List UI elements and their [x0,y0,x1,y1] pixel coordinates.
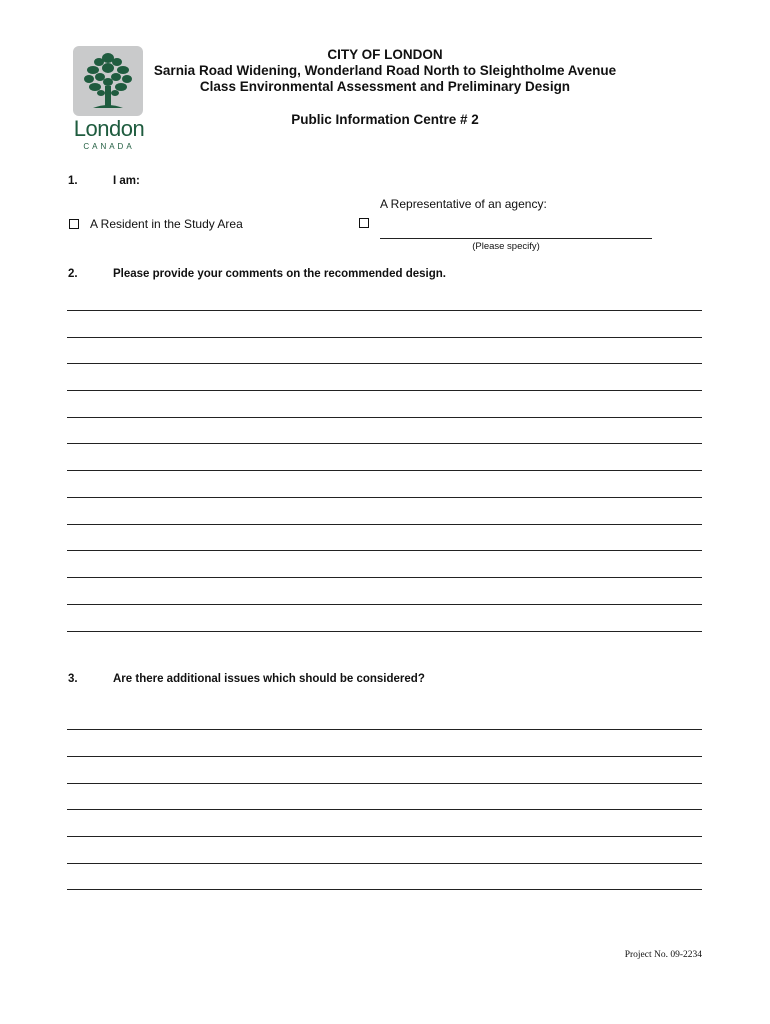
tree-icon [73,46,143,116]
agency-option-label: A Representative of an agency: [380,197,547,211]
q2-answer-line[interactable] [67,363,702,364]
project-title: Sarnia Road Widening, Wonderland Road North to Sleightholme Avenue [153,63,617,78]
q3-text: Are there additional issues which should be considered? [113,673,425,685]
organization-title: CITY OF LONDON [327,47,443,62]
logo-subtitle: CANADA [83,142,135,151]
q3-answer-line[interactable] [67,889,702,890]
agency-checkbox[interactable] [359,218,369,228]
q2-answer-line[interactable] [67,604,702,605]
q2-answer-line[interactable] [67,577,702,578]
q2-answer-line[interactable] [67,497,702,498]
q1-text: I am: [113,175,140,187]
form-title: Public Information Centre # 2 [291,112,479,127]
q3-answer-line[interactable] [67,863,702,864]
q3-number: 3. [68,673,78,685]
q3-answer-line[interactable] [67,836,702,837]
q2-text: Please provide your comments on the recommended design. [113,268,446,280]
logo-wordmark: London [73,116,145,141]
q2-answer-line[interactable] [67,470,702,471]
resident-checkbox[interactable] [69,219,79,229]
q2-answer-line[interactable] [67,310,702,311]
q2-answer-line[interactable] [67,524,702,525]
q3-answer-line[interactable] [67,809,702,810]
q2-answer-line[interactable] [67,337,702,338]
q1-number: 1. [68,175,78,187]
q2-answer-line[interactable] [67,390,702,391]
project-subtitle: Class Environmental Assessment and Preliminary Design [199,79,571,94]
q3-answer-line[interactable] [67,729,702,730]
q2-answer-line[interactable] [67,550,702,551]
agency-specify-field[interactable] [380,238,652,239]
project-number: Project No. 09-2234 [624,950,702,960]
resident-option-label: A Resident in the Study Area [90,217,243,231]
q2-answer-line[interactable] [67,443,702,444]
q3-answer-line[interactable] [67,783,702,784]
q2-number: 2. [68,268,78,280]
q2-answer-line[interactable] [67,417,702,418]
q2-answer-line[interactable] [67,631,702,632]
agency-specify-hint: (Please specify) [472,241,540,252]
city-logo [73,46,143,116]
q3-answer-line[interactable] [67,756,702,757]
